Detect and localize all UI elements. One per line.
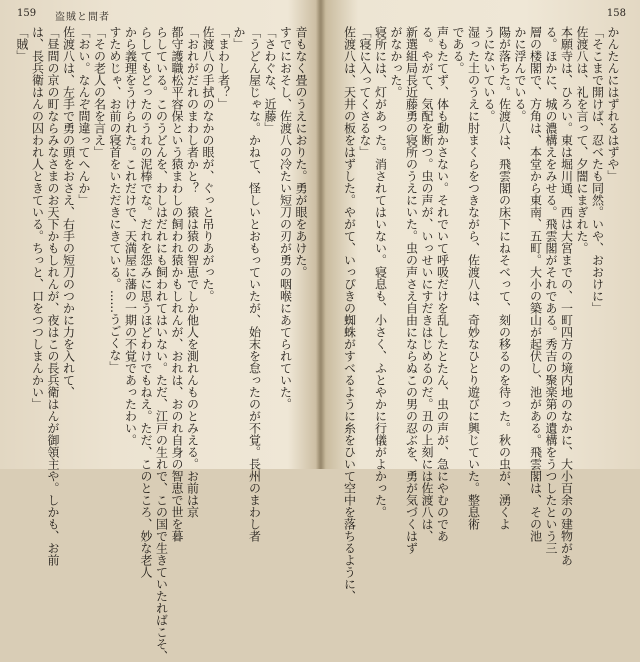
text-line: 「まわし者？」 (216, 26, 231, 110)
text-line: 「さわぐな、近藤」 (263, 26, 277, 134)
text-line: 「寝に入ってくさるな」 (358, 26, 372, 158)
text-line: 佐渡八は、天井の板をはずした。やがて、いっぴきの蜘蛛がすべるように糸をひいて空中を落ちるように、 (342, 26, 357, 602)
text-line: すでにおそし、佐渡八の冷たい短刀の刃が勇の咽喉にあてられていた。 (278, 26, 293, 410)
text-line: 層の楼閣で、方角は、本堂から東南、五町。大小の築山が起伏し、池がある。飛雲閣は、その池 (528, 26, 543, 542)
text-line: 湿った土のうえに肘まくらをつきながら、佐渡八は、奇妙なひとり遊びに興じていた。整息術 (466, 26, 481, 530)
text-line: 新選組局長近藤勇の寝所のうえにいた。虫の声さえ自由にならぬこの男の忍ぶを、勇が気づくはず (404, 26, 419, 554)
text-line: 佐渡八の手拭のなかの眼が、ぐっと吊りあがった。 (201, 26, 215, 302)
text-line: かんたんにはずれるはずや」 (606, 26, 620, 182)
right-page (322, 0, 640, 602)
text-line: から義理をうけられた。これだけで、天満屋に藩の一期の不覚であったわい。 (123, 26, 138, 446)
text-line: る。ほかに、城の濃構えをみせる。飛雲閣がそれである。秀吉の聚楽第の遺構をうつしたという三 (544, 26, 558, 554)
text-line: 本願寺は、ひろい。東は堀川通、西は大宮までの、一町四方の境内地のなかに、大小百余の建物があ (559, 26, 574, 566)
text-line: 「そこまで開けば、忍べたも同然。いや、おおけに」 (590, 26, 605, 314)
text-line: 佐渡八は、礼を言って、夕闇にまぎれた。 (575, 26, 589, 254)
right-page-body (328, 26, 620, 602)
text-line: である。 (451, 26, 465, 74)
text-line: 都守護職松平容保という猿まわしの飼われ猿かもしれんが、おれは、おのれ自身の智恵で世を暮 (170, 26, 184, 542)
text-line: 声もたてず、体も動かさない。それでいて呼吸だけを乱したとたん、虫の声が、急にやむのであ (435, 26, 450, 542)
text-line: 陽が落ちた。佐渡八は、飛雲閣の床下にねそべって、刻の移るのを待った。秋の虫が、湧くよ (497, 26, 512, 530)
text-line: は、長兵衛はんの囚われ人ときている。ちっと、口をつつしまんかい」 (30, 26, 45, 410)
text-line: がなかった。 (389, 26, 403, 98)
text-line: らしている。このうどんを、わしはだれにも飼われてはいない。ただ、江戸の生れで、この国で生きていたればこそ、 (154, 26, 169, 662)
text-line: 「おれがだれのまわし者かと？ 猿は猿の智恵でしか他人を測れんものとみえる。お前は京 (185, 26, 200, 518)
text-line: 「その老人の名を言え」 (92, 26, 107, 158)
left-page-number: 159 (17, 8, 37, 19)
text-line: 「うどん屋じゃな。かねて、怪しいとおもっていたが、始末を怠ったのが不覚。長州のまわし者 (247, 26, 262, 542)
text-line: かに浮んでいる。 (513, 26, 527, 122)
text-line: 佐渡八は、左手で勇の頭をおさえ、右手の短刀のつかに力を入れて、 (61, 26, 76, 398)
text-line: る。やがて、気配を断つ。虫の声が、いっせいにすだきはじめるのだ。丑の上刻には佐渡八は、 (420, 26, 434, 542)
text-line: 「賊」 (15, 26, 29, 62)
text-line: すためじゃ、お前の寝首をいただきにきている。......うごくな」 (108, 26, 122, 373)
text-line: 寝所には、灯があった。消されてはいない。寝息も、小さく、ふとやかに行儀がよかった。 (373, 26, 388, 518)
text-line: か」 (232, 26, 246, 50)
left-page-body (15, 26, 308, 662)
text-line: 音もなく畳のうえにおりた。勇が眼をあけた。 (294, 26, 308, 278)
text-line: 「おい。なんぞ間違ってへんか」 (77, 26, 91, 206)
running-head: 盗賊と間者 (55, 12, 110, 23)
text-line: 「昼間の京の町ならみなさまのお天下かもしれんが、夜はこの長兵衛はんが御領主や。しかも、お前 (46, 26, 60, 566)
text-line: うにないている。 (482, 26, 496, 122)
text-line: らしてもどったのうれの泥棒でな。だれを怨みに思うほどわけでもねえ。ただ、このところ、妙な老人 (139, 26, 153, 578)
left-page (0, 0, 318, 662)
right-page-number: 158 (606, 8, 626, 19)
